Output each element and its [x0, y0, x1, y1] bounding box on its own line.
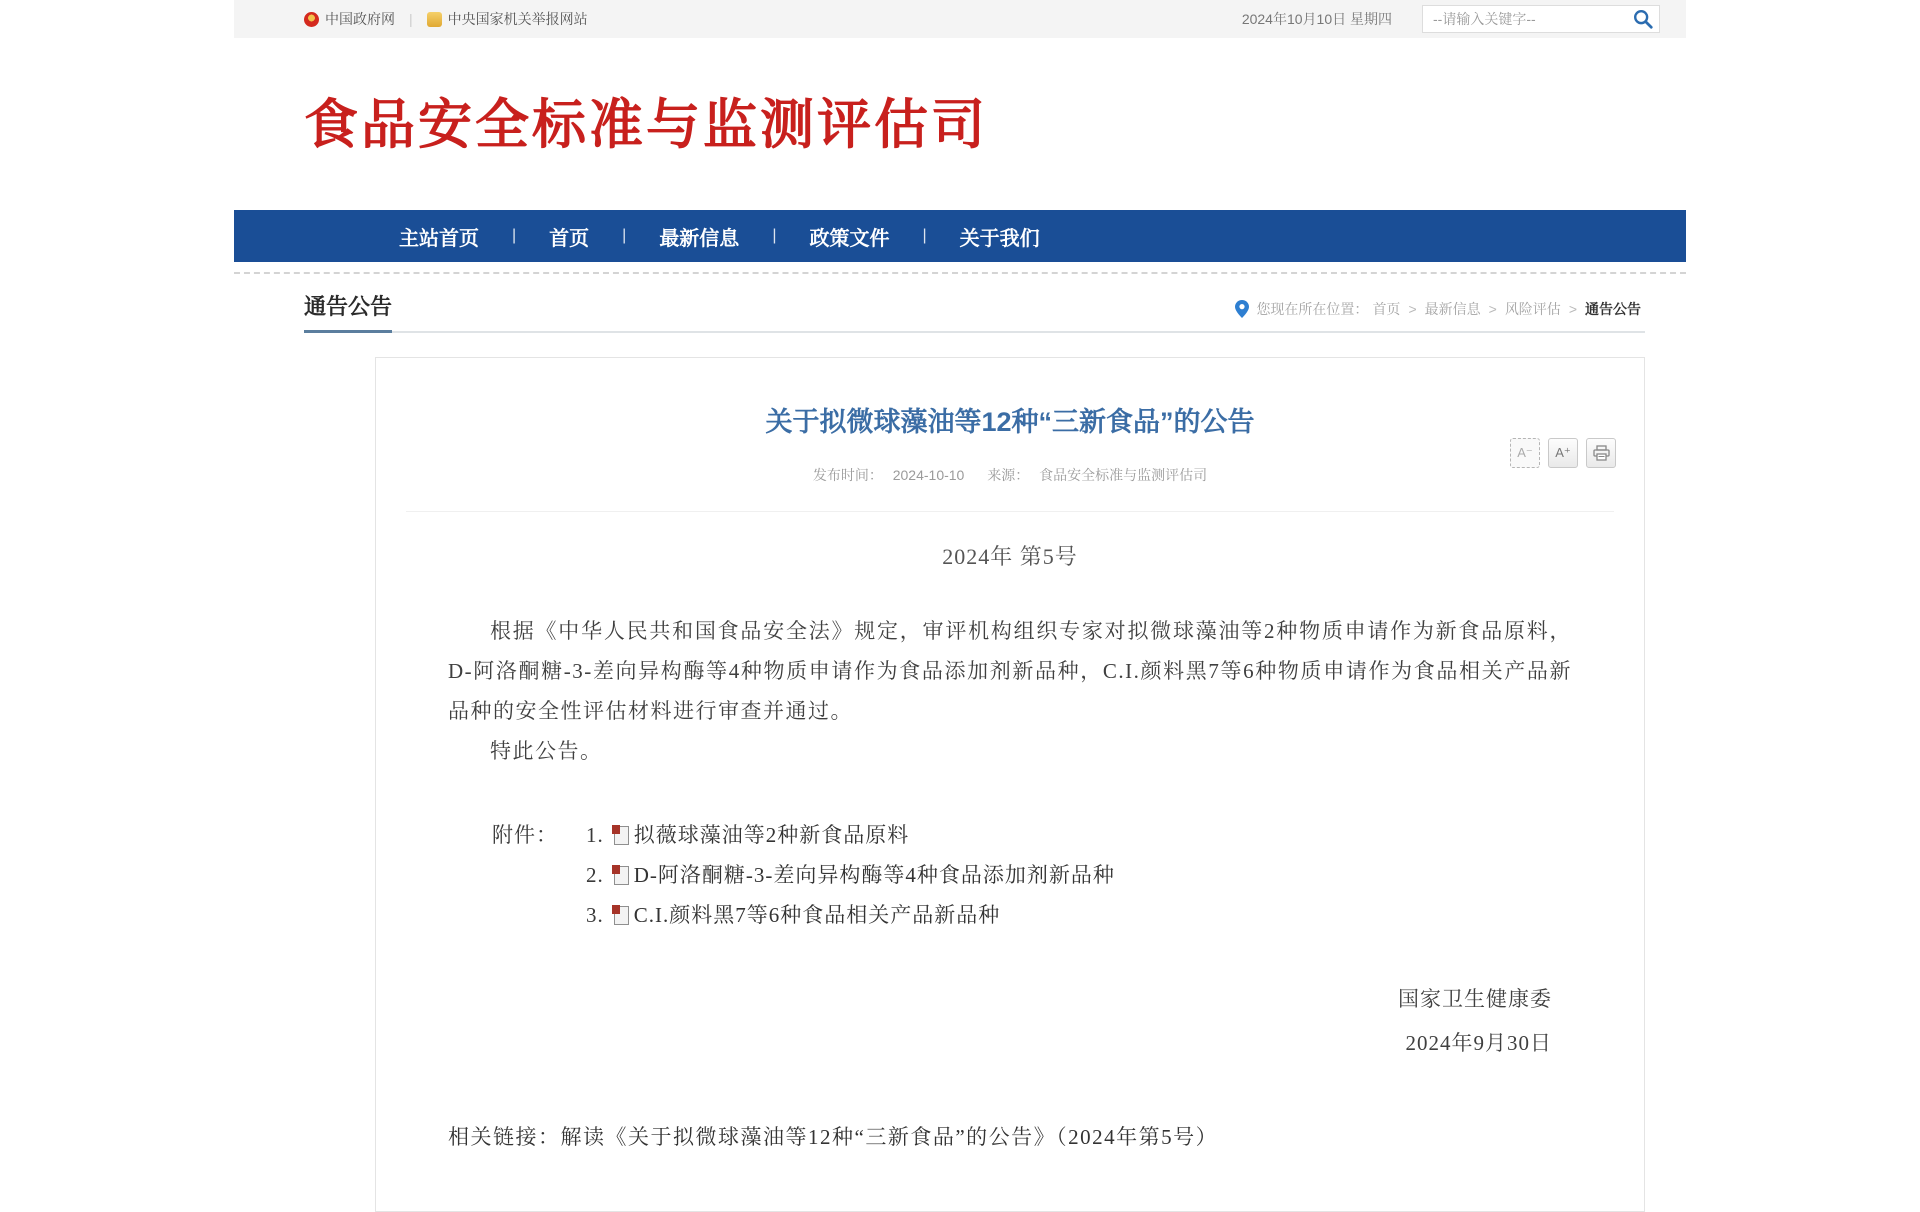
attachment-row — [492, 895, 1572, 935]
source-label: 来源： — [987, 467, 1030, 483]
publish-time-label: 发布时间： — [812, 467, 883, 483]
report-site-icon — [427, 12, 442, 27]
article-meta — [406, 465, 1614, 485]
nav-item-main-site-home[interactable]: 主站首页 — [399, 227, 479, 250]
attachments — [448, 815, 1572, 935]
body-paragraph: 根据《中华人民共和国食品安全法》规定，审评机构组织专家对拟微球藻油等2种物质申请作为新食品原料，D-阿洛酮糖-3-差向异构酶等4种物质申请作为食品添加剂新品种，C.I.颜料黑7等6种物质申请作为食品相关产品新品种的安全性评估材料进行审查并通过。 — [448, 619, 1572, 723]
related-links-label: 相关链接： — [448, 1125, 561, 1149]
attachment-number: 2. — [586, 863, 604, 887]
current-date: 2024年10月10日 星期四 — [1241, 11, 1392, 27]
related-link[interactable]: 解读《关于拟微球藻油等12种“三新食品”的公告》（2024年第5号） — [560, 1125, 1219, 1149]
breadcrumb-latest-news[interactable]: 最新信息 — [1424, 301, 1481, 317]
article-body — [448, 611, 1572, 771]
site-title: 食品安全标准与监测评估司 — [304, 95, 988, 155]
search-input[interactable] — [1422, 5, 1660, 33]
china-gov-emblem-icon — [304, 12, 319, 27]
attachments-label: 附件： — [492, 823, 558, 847]
breadcrumb-separator: > — [1568, 301, 1577, 317]
attachment-link-1[interactable]: 拟薇球藻油等2种新食品原料 — [633, 823, 910, 847]
font-increase-button[interactable]: A⁺ — [1548, 438, 1578, 468]
breadcrumb-separator: > — [1408, 301, 1417, 317]
body-paragraph: 特此公告。 — [490, 739, 603, 763]
related-links — [448, 1121, 1572, 1151]
link-report-site[interactable]: 中央国家机关举报网站 — [447, 11, 588, 27]
topbar-links — [304, 9, 588, 29]
topbar — [234, 0, 1686, 38]
attachment-number: 3. — [586, 903, 604, 927]
link-china-gov[interactable]: 中国政府网 — [325, 11, 395, 27]
nav-item-home[interactable]: 首页 — [549, 227, 590, 250]
location-pin-icon — [1235, 300, 1249, 318]
breadcrumb-current: 通告公告 — [1585, 301, 1641, 317]
divider-dashed — [234, 272, 1686, 274]
section-bar — [304, 290, 1645, 333]
breadcrumb-separator: > — [1488, 301, 1497, 317]
section-title: 通告公告 — [304, 290, 392, 333]
nav-separator: | — [922, 227, 927, 244]
nav-separator: | — [622, 227, 627, 244]
signature-block — [406, 977, 1552, 1065]
meta-divider — [406, 511, 1614, 512]
page-container — [234, 0, 1686, 1212]
printer-icon — [1593, 445, 1610, 461]
document-number: 2024年 第5号 — [942, 544, 1078, 569]
topbar-separator: | — [409, 11, 413, 27]
search-box — [1422, 5, 1660, 33]
signature-org: 国家卫生健康委 — [1398, 987, 1552, 1011]
site-header — [234, 38, 1686, 210]
main-nav — [234, 210, 1686, 262]
document-file-icon — [614, 826, 629, 845]
attachment-link-2[interactable]: D-阿洛酮糖-3-差向异构酶等4种食品添加剂新品种 — [633, 863, 1115, 887]
breadcrumb-risk-assessment[interactable]: 风险评估 — [1504, 301, 1561, 317]
breadcrumb-prefix: 您现在所在位置： — [1256, 301, 1369, 317]
print-button[interactable] — [1586, 438, 1616, 468]
breadcrumb-home[interactable]: 首页 — [1372, 301, 1401, 317]
nav-separator: | — [512, 227, 517, 244]
nav-separator: | — [772, 227, 777, 244]
attachment-number: 1. — [586, 823, 604, 847]
nav-item-about-us[interactable]: 关于我们 — [959, 227, 1040, 250]
search-icon[interactable] — [1632, 8, 1654, 30]
breadcrumb — [1235, 299, 1645, 331]
attachment-row — [492, 855, 1572, 895]
document-file-icon — [614, 866, 629, 885]
font-decrease-button[interactable]: A⁻ — [1510, 438, 1540, 468]
document-file-icon — [614, 906, 629, 925]
attachment-link-3[interactable]: C.I.颜料黑7等6种食品相关产品新品种 — [633, 903, 1001, 927]
nav-item-policy-documents[interactable]: 政策文件 — [809, 227, 890, 250]
article-title: 关于拟微球藻油等12种“三新食品”的公告 — [765, 407, 1255, 437]
signature-date: 2024年9月30日 — [1405, 1031, 1552, 1055]
topbar-right — [1242, 5, 1660, 33]
attachment-row — [492, 815, 1572, 855]
source-value: 食品安全标准与监测评估司 — [1039, 467, 1208, 483]
nav-item-latest-news[interactable]: 最新信息 — [659, 227, 740, 250]
publish-time-value: 2024-10-10 — [892, 467, 965, 483]
article-card — [375, 357, 1645, 1212]
article-tools — [1510, 438, 1616, 468]
